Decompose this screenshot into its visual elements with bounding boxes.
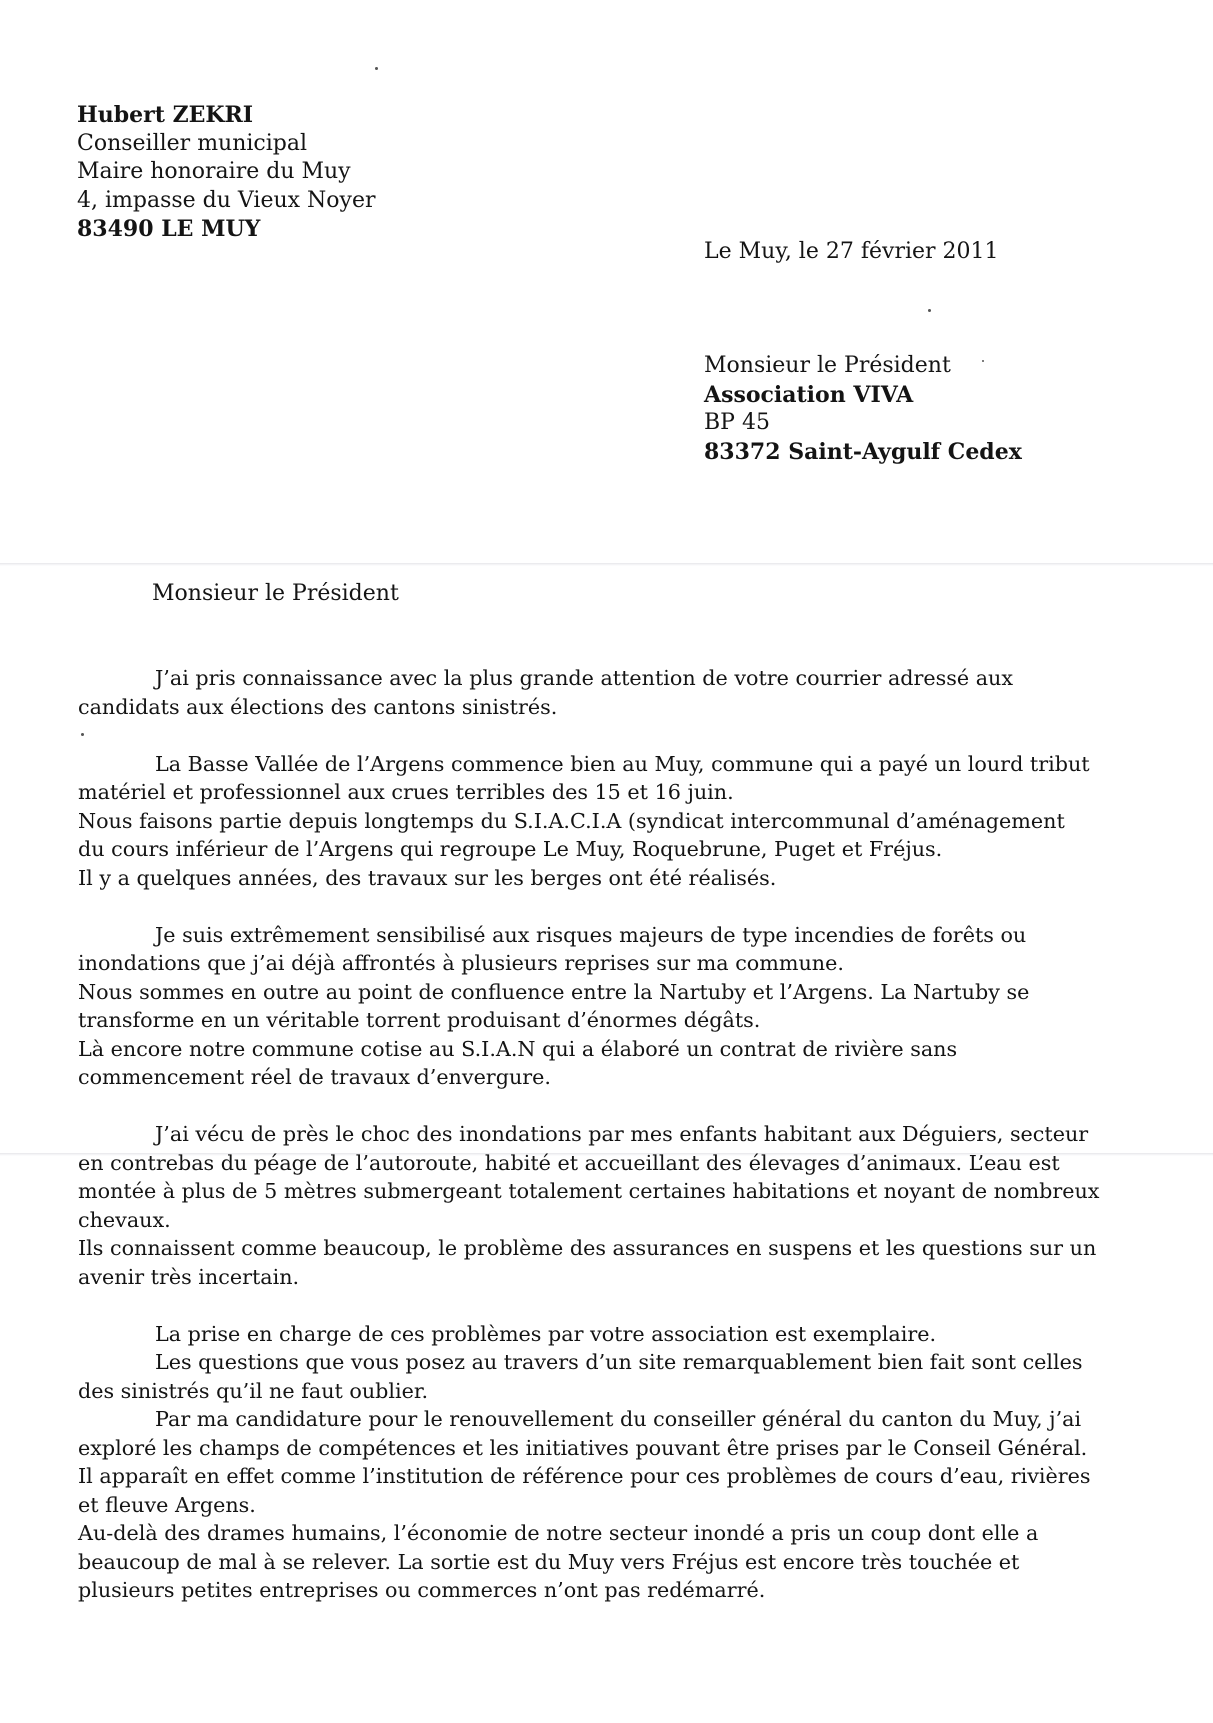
body-line: La prise en charge de ces problèmes par votre association est exemplaire. [155, 1321, 937, 1346]
body-line: Il y a quelques années, des travaux sur les berges ont été réalisés. [78, 865, 777, 890]
body-line: Au-delà des drames humains, l’économie de notre secteur inondé a pris un coup dont elle a [78, 1521, 1039, 1545]
paper-speck [928, 309, 931, 312]
body-line: beaucoup de mal à se relever. La sortie est du Muy vers Fréjus est encore très touchée et [78, 1549, 1020, 1574]
recipient-organization: Association VIVA [704, 381, 914, 408]
body-line: La Basse Vallée de l’Argens commence bien au Muy, commune qui a payé un lourd tribut [155, 751, 1090, 776]
body-line: avenir très incertain. [78, 1264, 300, 1289]
body-line: Ils connaissent comme beaucoup, le problème des assurances en suspens et les questions sur un [78, 1236, 1097, 1260]
sender-line: Maire honoraire du Muy [77, 159, 351, 184]
sender-line: 4, impasse du Vieux Noyer [77, 187, 376, 213]
body-line: du cours inférieur de l’Argens qui regroupe Le Muy, Roquebrune, Puget et Fréjus. [78, 837, 943, 861]
body-line: chevaux. [78, 1207, 171, 1232]
recipient-city: 83372 Saint-Aygulf Cedex [704, 438, 1022, 465]
sender-line: Conseiller municipal [77, 130, 308, 156]
sender-city: 83490 LE MUY [77, 216, 261, 242]
body-line: commencement réel de travaux d’envergure. [78, 1065, 551, 1089]
body-line: Par ma candidature pour le renouvellement du conseiller général du canton du Muy, j’ai [155, 1407, 1082, 1431]
recipient-box: BP 45 [704, 410, 770, 435]
body-line: Nous sommes en outre au point de confluence entre la Nartuby et l’Argens. La Nartuby se [78, 979, 1030, 1004]
sender-name: Hubert ZEKRI [77, 102, 254, 128]
body-line: plusieurs petites entreprises ou commerces n’ont pas redémarré. [78, 1578, 766, 1602]
body-line: Je suis extrêmement sensibilisé aux risques majeurs de type incendies de forêts ou [155, 922, 1027, 947]
letter-body [78, 664, 1158, 1605]
body-line: J’ai pris connaissance avec la plus grande attention de votre courrier adressé aux [155, 666, 1014, 690]
body-line: montée à plus de 5 mètres submergeant totalement certaines habitations et noyant de nombreux [78, 1179, 1100, 1203]
body-line: Nous faisons partie depuis longtemps du S.I.A.C.I.A (syndicat intercommunal d’aménagement [78, 808, 1065, 833]
body-line: Il apparaît en effet comme l’institution de référence pour ces problèmes de cours d’eau, rivières [78, 1464, 1091, 1488]
body-line: inondations que j’ai déjà affrontés à plusieurs reprises sur ma commune. [78, 951, 844, 975]
body-line: Les questions que vous posez au travers d’un site remarquablement bien fait sont celles [155, 1350, 1083, 1374]
body-line: exploré les champs de compétences et les initiatives pouvant être prises par le Conseil Général. [78, 1435, 1088, 1460]
recipient-title: Monsieur le Président [704, 353, 951, 378]
sender-block [77, 101, 376, 244]
body-line: en contrebas du péage de l’autoroute, habité et accueillant des élevages d’animaux. L’eau est [78, 1150, 1060, 1175]
body-line: Là encore notre commune cotise au S.I.A.N qui a élaboré un contrat de rivière sans [78, 1036, 958, 1061]
body-line: transforme en un véritable torrent produisant d’énormes dégâts. [78, 1008, 761, 1032]
salutation: Monsieur le Président [152, 581, 399, 606]
paper-fold-line [0, 563, 1213, 566]
body-line: candidats aux élections des cantons sinistrés. [78, 694, 558, 719]
paper-speck [375, 67, 378, 70]
recipient-block [704, 352, 1022, 466]
body-line: matériel et professionnel aux crues terribles des 15 et 16 juin. [78, 780, 734, 804]
letter-date: Le Muy, le 27 février 2011 [704, 239, 999, 264]
body-line: et fleuve Argens. [78, 1492, 256, 1517]
body-line: J’ai vécu de près le choc des inondations par mes enfants habitant aux Déguiers, secteur [155, 1122, 1089, 1146]
body-line: des sinistrés qu’il ne faut oublier. [78, 1378, 429, 1403]
